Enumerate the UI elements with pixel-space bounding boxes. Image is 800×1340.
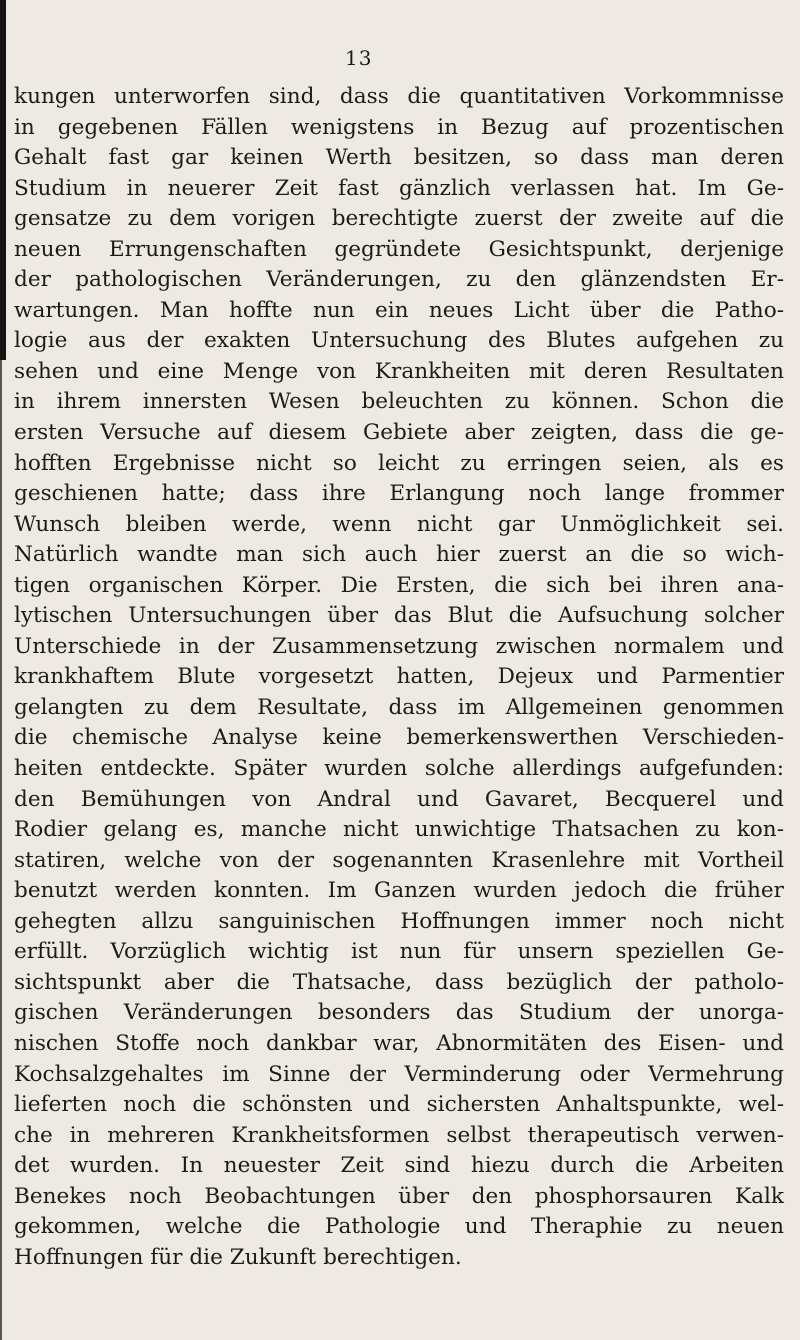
text-line: heiten entdeckte. Später wurden solche allerdings aufgefunden:	[14, 756, 784, 782]
text-line: Natürlich wandte man sich auch hier zuerst an die so wich-	[14, 542, 784, 568]
text-line: neuen Errungenschaften gegründete Gesichtspunkt, derjenige	[14, 236, 784, 262]
text-line: nischen Stoffe noch dankbar war, Abnormitäten des Eisen- und	[14, 1030, 784, 1056]
text-line: Unterschiede in der Zusammensetzung zwischen normalem und	[14, 633, 784, 659]
text-line: Gehalt fast gar keinen Werth besitzen, so dass man deren	[14, 145, 784, 171]
text-line: gekommen, welche die Pathologie und Theraphie zu neuen	[14, 1214, 784, 1240]
text-line: gischen Veränderungen besonders das Studium der unorga-	[14, 1000, 784, 1026]
text-line: gehegten allzu sanguinischen Hoffnungen immer noch nicht	[14, 908, 784, 934]
text-line: Rodier gelang es, manche nicht unwichtige Thatsachen zu kon-	[14, 817, 784, 843]
text-line: in ihrem innersten Wesen beleuchten zu können. Schon die	[14, 389, 784, 415]
text-line: geschienen hatte; dass ihre Erlangung noch lange frommer	[14, 481, 784, 507]
page-edge-line	[0, 360, 2, 1340]
text-line: den Bemühungen von Andral und Gavaret, Becquerel und	[14, 786, 784, 812]
text-line: kungen unterworfen sind, dass die quantitativen Vorkommnisse	[14, 84, 784, 109]
text-line: der pathologischen Veränderungen, zu den glänzendsten Er-	[14, 267, 784, 293]
text-line: logie aus der exakten Untersuchung des Blutes aufgehen zu	[14, 328, 784, 354]
text-line: tigen organischen Körper. Die Ersten, die sich bei ihren ana-	[14, 572, 784, 598]
page-edge-shadow	[0, 0, 6, 360]
text-line: statiren, welche von der sogenannten Krasenlehre mit Vortheil	[14, 847, 784, 873]
text-line: lytischen Untersuchungen über das Blut die Aufsuchung solcher	[14, 603, 784, 629]
text-line: die chemische Analyse keine bemerkenswerthen Verschieden-	[14, 725, 784, 751]
text-line: erfüllt. Vorzüglich wichtig ist nun für unsern speziellen Ge-	[14, 939, 784, 965]
text-line: Benekes noch Beobachtungen über den phosphorsauren Kalk	[14, 1183, 784, 1209]
text-line: lieferten noch die schönsten und sichersten Anhaltspunkte, wel-	[14, 1092, 784, 1118]
text-line: in gegebenen Fällen wenigstens in Bezug auf prozentischen	[14, 114, 784, 140]
text-line: krankhaftem Blute vorgesetzt hatten, Dejeux und Parmentier	[14, 664, 784, 690]
text-line: det wurden. In neuester Zeit sind hiezu durch die Arbeiten	[14, 1153, 784, 1179]
text-line: wartungen. Man hoffte nun ein neues Licht über die Patho-	[14, 297, 784, 323]
body-text	[14, 82, 784, 1273]
page-number: 13	[345, 46, 373, 70]
text-line: Wunsch bleiben werde, wenn nicht gar Unmöglichkeit sei.	[14, 511, 784, 537]
text-line: che in mehreren Krankheitsformen selbst therapeutisch verwen-	[14, 1122, 784, 1148]
text-line: Hoffnungen für die Zukunft berechtigen.	[14, 1244, 462, 1270]
text-line: hofften Ergebnisse nicht so leicht zu erringen seien, als es	[14, 450, 784, 476]
text-line: ersten Versuche auf diesem Gebiete aber zeigten, dass die ge-	[14, 420, 784, 446]
text-line: Kochsalzgehaltes im Sinne der Verminderung oder Vermehrung	[14, 1061, 784, 1087]
text-line: gensatze zu dem vorigen berechtigte zuerst der zweite auf die	[14, 206, 784, 232]
text-line: Studium in neuerer Zeit fast gänzlich verlassen hat. Im Ge-	[14, 175, 784, 201]
text-line: sichtspunkt aber die Thatsache, dass bezüglich der patholo-	[14, 969, 784, 995]
text-line: benutzt werden konnten. Im Ganzen wurden jedoch die früher	[14, 878, 784, 904]
text-line: sehen und eine Menge von Krankheiten mit deren Resultaten	[14, 358, 784, 384]
text-line: gelangten zu dem Resultate, dass im Allgemeinen genommen	[14, 694, 784, 720]
